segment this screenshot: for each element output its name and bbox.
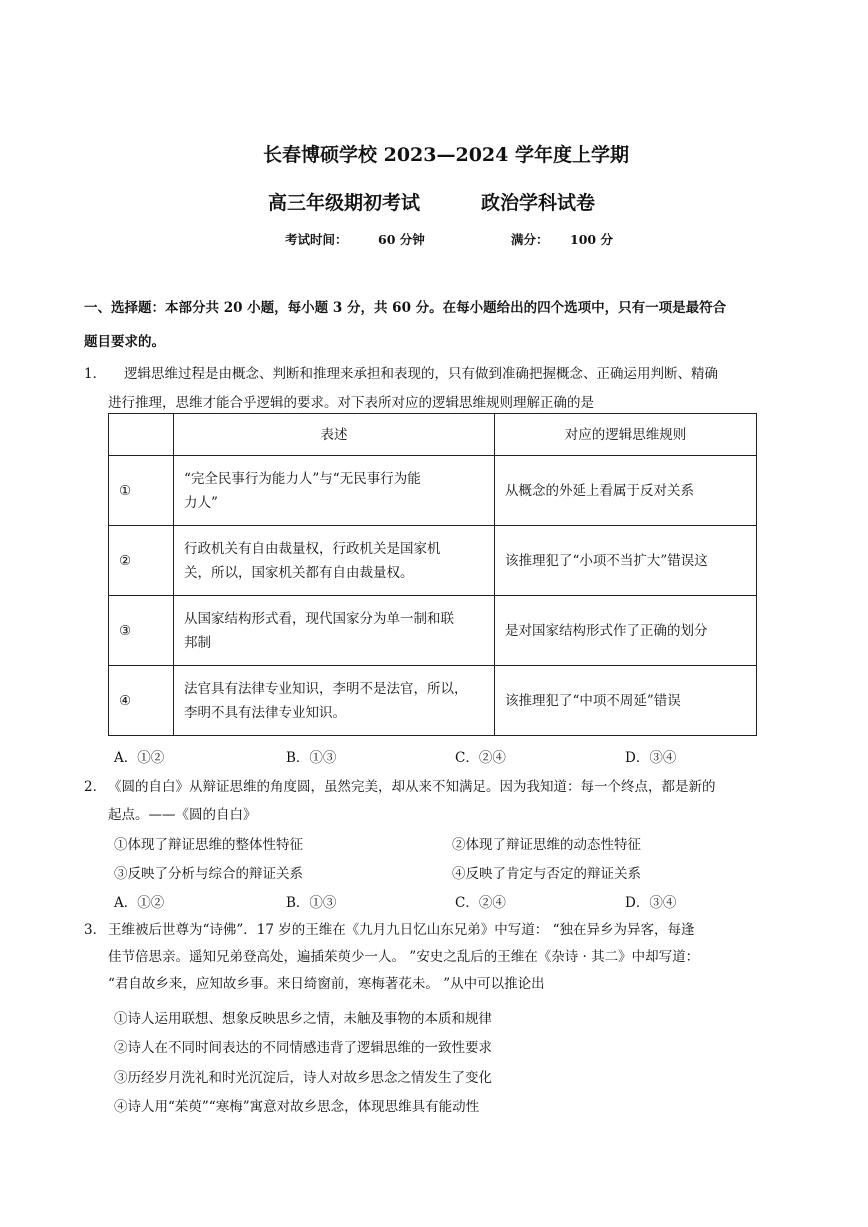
row-statement — [174, 666, 495, 736]
exam-time-label: 考试时间： — [285, 232, 348, 247]
q1-option-d: D．③④ — [625, 750, 677, 766]
q2-stem-line1: 《圆的自白》从辩证思维的角度圆，虽然完美，却从来不知满足。因为我知道：每一个终点，都是新的 — [108, 779, 716, 795]
statement-line: 邦制 — [184, 634, 211, 651]
row-statement — [174, 526, 495, 596]
q1-stem-line2: 进行推理，思维才能合乎逻辑的要求。对下表所对应的逻辑思维规则理解正确的是 — [108, 395, 594, 411]
q3-stem-line1: 王维被后世尊为“诗佛”．17 岁的王维在《九月九日忆山东兄弟》中写道： “独在异乡为异客，每逢 — [108, 922, 695, 938]
row-statement — [174, 596, 495, 666]
q1-option-b: B．①③ — [286, 750, 337, 766]
table-row — [109, 666, 757, 736]
exam-score-label: 满分： — [511, 232, 549, 247]
q1-stem-line1: 逻辑思维过程是由概念、判断和推理来承担和表现的，只有做到准确把握概念、正确运用判断、精确 — [124, 366, 718, 382]
table-header-cell: 表述 — [174, 414, 495, 456]
table-row — [109, 456, 757, 526]
row-statement — [174, 456, 495, 526]
table-header-cell: 对应的逻辑思维规则 — [495, 414, 757, 456]
statement-line: 关，所以，国家机关都有自由裁量权。 — [184, 564, 414, 581]
q1-number: 1． — [84, 366, 107, 382]
exam-score-value: 100 分 — [570, 232, 613, 247]
q2-number: 2． — [84, 779, 107, 795]
q1-option-a: A．①② — [114, 750, 165, 766]
q2-item-4: ④反映了肯定与否定的辩证关系 — [452, 866, 641, 882]
q3-number: 3． — [84, 922, 107, 938]
q1-logic-table — [108, 413, 757, 736]
q2-item-1: ①体现了辩证思维的整体性特征 — [114, 837, 303, 853]
q3-item-1: ①诗人运用联想、想象反映思乡之情，未触及事物的本质和规律 — [114, 1011, 492, 1027]
statement-line: 从国家结构形式看，现代国家分为单一制和联 — [184, 610, 454, 627]
exam-title-grade: 高三年级期初考试 — [268, 192, 421, 214]
q3-item-3: ③历经岁月洗礼和时光沉淀后，诗人对故乡思念之情发生了变化 — [114, 1070, 492, 1086]
table-row — [109, 526, 757, 596]
row-rule: 是对国家结构形式作了正确的划分 — [495, 596, 757, 666]
q2-option-d: D．③④ — [625, 895, 677, 911]
statement-line: 力人” — [184, 494, 218, 511]
q1-option-c: C．②④ — [455, 750, 506, 766]
statement-line: 李明不具有法律专业知识。 — [184, 704, 346, 721]
row-index: ③ — [109, 596, 174, 666]
q2-option-a: A．①② — [114, 895, 165, 911]
row-rule: 该推理犯了“小项不当扩大”错误这 — [495, 526, 757, 596]
q3-item-4: ④诗人用“茱萸”“寒梅”寓意对故乡思念，体现思维具有能动性 — [114, 1099, 480, 1115]
q3-stem-line3: “君自故乡来，应知故乡事。来日绮窗前，寒梅著花未。 ”从中可以推论出 — [108, 976, 545, 992]
exam-time-value: 60 分钟 — [378, 232, 425, 247]
q3-item-2: ②诗人在不同时间表达的不同情感违背了逻辑思维的一致性要求 — [114, 1040, 492, 1056]
section-heading-line1: 一、选择题：本部分共 20 小题，每小题 3 分，共 60 分。在每小题给出的四个选项中，只有一项是最符合 — [84, 300, 727, 316]
table-row — [109, 596, 757, 666]
row-index: ① — [109, 456, 174, 526]
q2-item-2: ②体现了辩证思维的动态性特征 — [452, 837, 641, 853]
exam-title-line1: 长春博硕学校 2023—2024 学年度上学期 — [263, 144, 629, 166]
statement-line: 法官具有法律专业知识，李明不是法官，所以， — [184, 680, 468, 697]
q2-item-3: ③反映了分析与综合的辩证关系 — [114, 866, 303, 882]
table-header-cell — [109, 414, 174, 456]
row-index: ④ — [109, 666, 174, 736]
q2-stem-line2: 起点。——《圆的自白》 — [108, 807, 257, 823]
q2-option-c: C．②④ — [455, 895, 506, 911]
section-heading-line2: 题目要求的。 — [84, 334, 165, 350]
q3-stem-line2: 佳节倍思亲。遥知兄弟登高处，遍插茱萸少一人。 ”安史之乱后的王维在《杂诗 · 其二》中却写道： — [108, 949, 700, 965]
exam-title-subject: 政治学科试卷 — [481, 192, 596, 214]
statement-line: 行政机关有自由裁量权，行政机关是国家机 — [184, 540, 441, 557]
row-rule: 从概念的外延上看属于反对关系 — [495, 456, 757, 526]
q2-option-b: B．①③ — [286, 895, 337, 911]
table-header-row — [109, 414, 757, 456]
row-rule: 该推理犯了“中项不周延”错误 — [495, 666, 757, 736]
statement-line: “完全民事行为能力人”与“无民事行为能 — [184, 470, 421, 487]
row-index: ② — [109, 526, 174, 596]
